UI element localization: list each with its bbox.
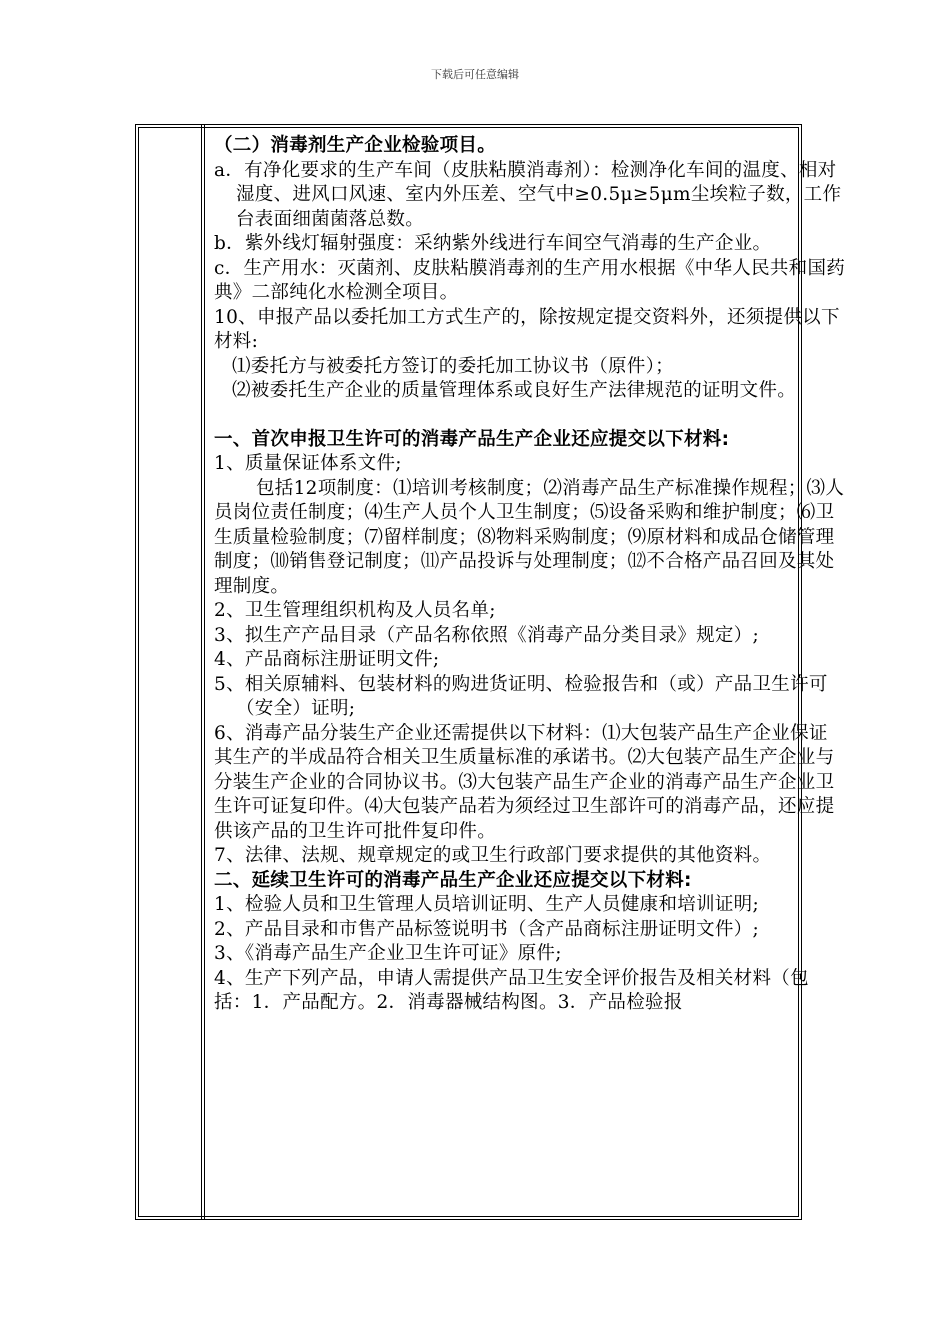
paragraph: c．生产用水：灭菌剂、皮肤粘膜消毒剂的生产用水根据《中华人民共和国药典》二部纯化水检测全项目。 <box>214 257 846 303</box>
list-item: 1、质量保证体系文件; <box>214 453 402 474</box>
header-note: 下载后可任意编辑 <box>431 68 519 81</box>
list-item: 4、产品商标注册证明文件; <box>214 649 440 670</box>
list-item: 2、卫生管理组织机构及人员名单; <box>214 600 496 621</box>
spacer <box>214 404 846 428</box>
list-item: 2、产品目录和市售产品标签说明书（含产品商标注册证明文件）; <box>214 918 760 940</box>
paragraph: a．有净化要求的生产车间（皮肤粘膜消毒剂）：检测净化车间的温度、相对湿度、进风口风速、室内外压差、空气中≥0.5μ≥5μm尘埃粒子数，工作台表面细菌菌落总数。 <box>214 159 842 230</box>
list-item: 6、消毒产品分装生产企业还需提供以下材料：⑴大包装产品生产企业保证其生产的半成品符合相关卫生质量标准的承诺书。⑵大包装产品生产企业与分装生产企业的合同协议书。⑶大包装产品生产企业的消毒产品生产企业卫生许可证复印件。⑷大包装产品若为须经过卫生部许可的消毒产品，还应提供该产品的卫生许可批件复印件。 <box>214 722 835 842</box>
document-content <box>214 134 846 1016</box>
section-title: （二）消毒剂生产企业检验项目。 <box>214 135 497 156</box>
list-item: ⑴委托方与被委托方签订的委托加工协议书（原件）； <box>232 355 674 377</box>
left-column <box>135 124 205 1220</box>
section-title: 一、首次申报卫生许可的消毒产品生产企业还应提交以下材料: <box>214 428 730 450</box>
list-item: 4、生产下列产品，申请人需提供产品卫生安全评价报告及相关材料（包括：1．产品配方。2．消毒器械结构图。3．产品检验报 <box>214 967 809 1013</box>
list-item: 3、拟生产产品目录（产品名称依照《消毒产品分类目录》规定）; <box>214 624 760 646</box>
list-item: 5、相关原辅料、包装材料的购进货证明、检验报告和（或）产品卫生许可（安全）证明; <box>214 673 828 719</box>
paragraph: 10、申报产品以委托加工方式生产的，除按规定提交资料外，还须提供以下材料: <box>214 306 840 352</box>
section-title: 二、延续卫生许可的消毒产品生产企业还应提交以下材料: <box>214 869 692 891</box>
list-item: 1、检验人员和卫生管理人员培训证明、生产人员健康和培训证明; <box>214 894 760 915</box>
list-item: 3、《消毒产品生产企业卫生许可证》原件; <box>214 943 562 964</box>
list-item: 7、法律、法规、规章规定的或卫生行政部门要求提供的其他资料。 <box>214 845 772 866</box>
list-item: ⑵被委托生产企业的质量管理体系或良好生产法律规范的证明文件。 <box>232 380 797 401</box>
paragraph: b．紫外线灯辐射强度：采纳紫外线进行车间空气消毒的生产企业。 <box>214 233 772 254</box>
paragraph: 包括12项制度：⑴培训考核制度；⑵消毒产品生产标准操作规程；⑶人员岗位责任制度；⑷生产人员个人卫生制度；⑸设备采购和维护制度；⑹卫生质量检验制度；⑺留样制度；⑻物料采购制度；⑼原材料和成品仓储管理制度；⑽销售登记制度；⑾产品投诉与处理制度；⑿不合格产品召回及其处理制度。 <box>214 477 845 597</box>
